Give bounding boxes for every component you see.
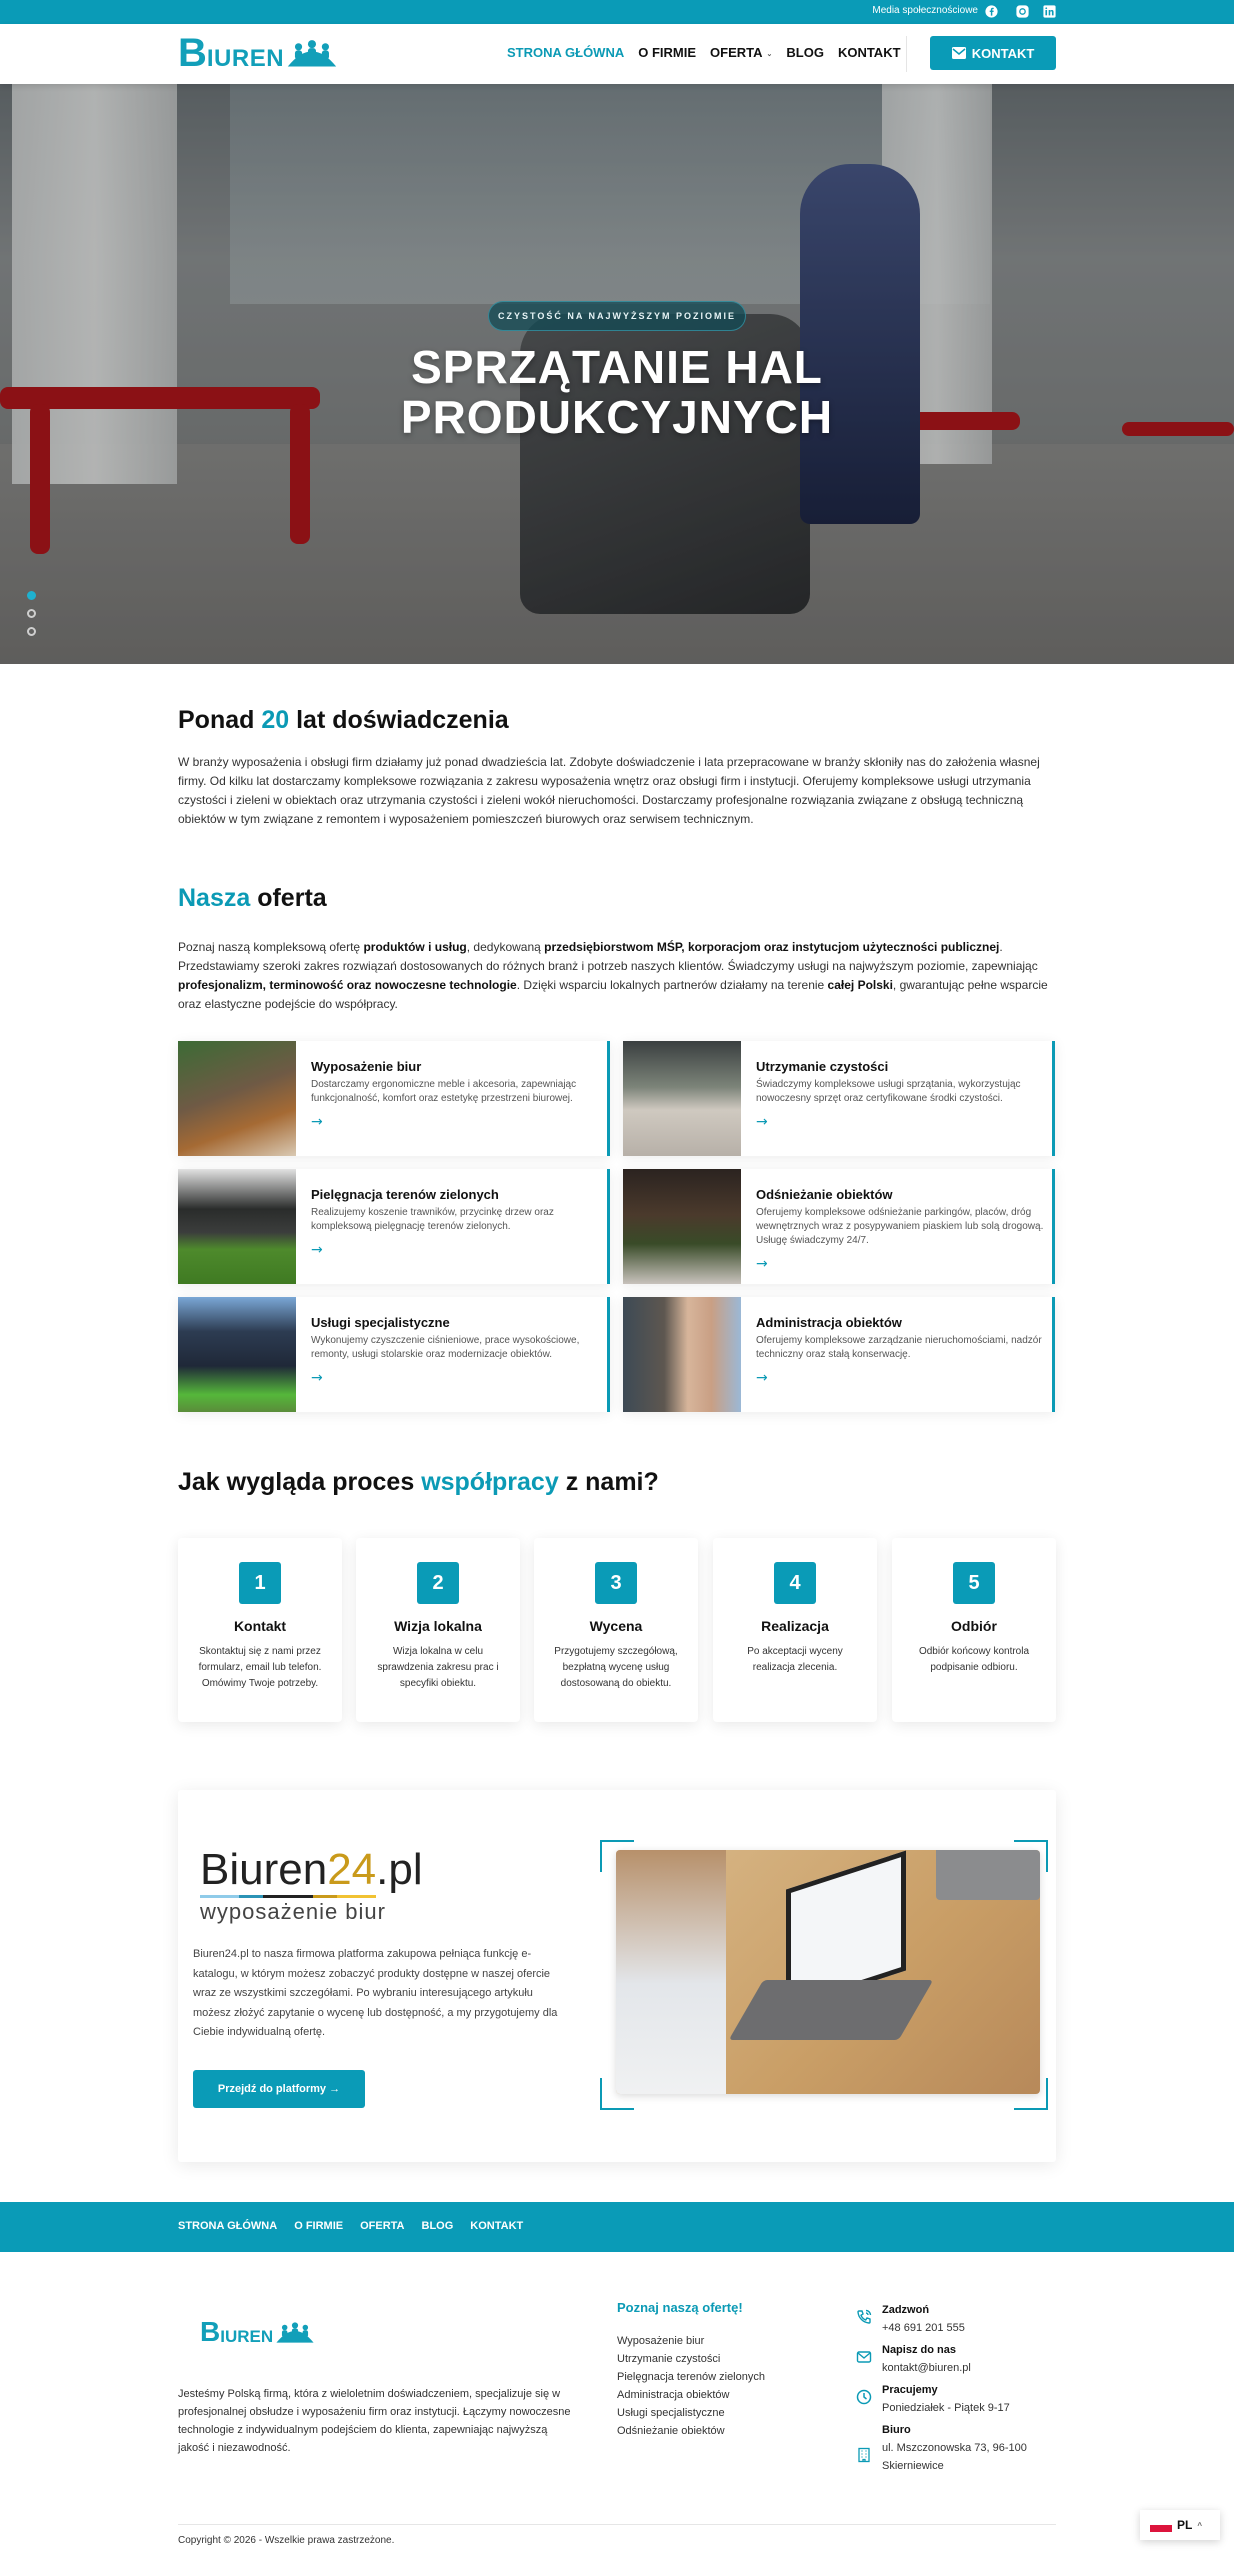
contact-value: ul. Mszczonowska 73, 96-100 Skierniewice — [882, 2442, 1027, 2472]
footer-offer-link[interactable]: Usługi specjalistyczne — [617, 2407, 725, 2419]
contact-email[interactable] — [856, 2341, 1052, 2377]
nav-oferta-label: OFERTA — [710, 45, 763, 60]
contact-value: kontakt@biuren.pl — [882, 2362, 971, 2374]
card-desc: Wykonujemy czyszczenie ciśnieniowe, prace wysokościowe, remonty, usługi stolarskie oraz modernizacje obiektów. — [311, 1335, 580, 1360]
offer-card-administracja[interactable] — [623, 1297, 1055, 1412]
arrow-right-icon[interactable]: → — [311, 1114, 323, 1130]
offer-card-wyposazenie[interactable] — [178, 1041, 610, 1156]
offer-card-uslugi[interactable] — [178, 1297, 610, 1412]
social-topbar — [0, 0, 1234, 24]
process-step-5 — [892, 1538, 1056, 1722]
logo[interactable] — [178, 33, 338, 73]
footer-nav-o-firmie[interactable]: O FIRMIE — [294, 2220, 344, 2232]
card-desc: Świadczymy kompleksowe usługi sprzątania, wykorzystując nowoczesny sprzęt oraz certyfikowane środki czystości. — [756, 1079, 1021, 1104]
card-image — [178, 1297, 296, 1412]
platform-image — [616, 1850, 1040, 2094]
platform-section — [178, 1790, 1056, 2162]
process-step-1 — [178, 1538, 342, 1722]
contact-phone[interactable] — [856, 2301, 1052, 2337]
contact-hours — [856, 2381, 1052, 2417]
poland-flag-icon — [1150, 2518, 1172, 2532]
step-desc: Przygotujemy szczegółową, bezpłatną wycenę usług dostosowaną do obiektu. — [554, 1646, 678, 1689]
language-code: PL — [1177, 2518, 1193, 2532]
footer-offer-title: Poznaj naszą ofertę! — [617, 2300, 743, 2315]
step-title: Realizacja — [761, 1618, 829, 1634]
text: . Dzięki wsparciu lokalnych partnerów działamy na terenie — [516, 978, 828, 992]
slider-dot-1[interactable] — [27, 591, 36, 600]
phone-icon — [856, 2309, 872, 2325]
text: , dedykowaną — [466, 940, 545, 954]
facebook-icon[interactable] — [985, 5, 998, 18]
footer-nav-kontakt[interactable]: KONTAKT — [470, 2220, 524, 2232]
mail-icon — [856, 2349, 872, 2365]
text-bold: całej Polski — [827, 978, 893, 992]
building-icon — [856, 2447, 872, 2463]
step-desc: Wizja lokalna w celu sprawdzenia zakresu prac i specyfiki obiektu. — [377, 1646, 499, 1689]
card-image — [623, 1297, 741, 1412]
logo-subtitle: wyposażenie biur — [200, 1899, 386, 1924]
card-desc: Dostarczamy ergonomiczne meble i akcesoria, zapewniając funkcjonalność, komfort oraz estetykę przestrzeni biurowej. — [311, 1079, 577, 1104]
title-highlight: współpracy — [421, 1468, 559, 1496]
image-other-laptop — [936, 1850, 1040, 1900]
slider-dot-3[interactable] — [27, 627, 36, 636]
chevron-up-icon: ^ — [1197, 2520, 1203, 2530]
slider-dot-2[interactable] — [27, 609, 36, 618]
linkedin-icon[interactable] — [1043, 5, 1056, 18]
arrow-right-icon[interactable]: → — [756, 1114, 768, 1130]
text: . Przedstawiamy szeroki zakres rozwiązań dostosowanych do różnych branż i potrzeb naszych klientów. Świadczymy usługi na najwyższym poziomie, zapewniając — [178, 940, 1038, 973]
process-title — [178, 1468, 659, 1497]
go-to-platform-button[interactable]: Przejdź do platformy → — [193, 2070, 365, 2108]
card-title: Pielęgnacja terenów zielonych — [311, 1187, 499, 1202]
card-title: Wyposażenie biur — [311, 1059, 422, 1074]
title-highlight: Nasza — [178, 884, 251, 912]
clock-icon — [856, 2389, 872, 2405]
hero-title-line: PRODUKCYJNYCH — [400, 391, 834, 443]
offer-text — [178, 938, 1058, 1014]
arrow-right-icon[interactable]: → — [756, 1256, 768, 1272]
instagram-icon[interactable] — [1016, 5, 1029, 18]
offer-card-utrzymanie[interactable] — [623, 1041, 1055, 1156]
logo-text: B — [178, 31, 207, 75]
footer-offer-link[interactable]: Utrzymanie czystości — [617, 2353, 721, 2365]
footer-nav-oferta[interactable]: OFERTA — [360, 2220, 405, 2232]
experience-title — [178, 706, 509, 735]
step-number: 3 — [595, 1562, 637, 1604]
card-title: Administracja obiektów — [756, 1315, 902, 1330]
nav-kontakt[interactable]: KONTAKT — [837, 45, 901, 60]
step-number: 4 — [774, 1562, 816, 1604]
card-desc: Oferujemy kompleksowe odśnieżanie parkingów, placów, dróg wewnętrznych wraz z posypywaniem piaskiem lub solą drogową. Usługę świadczymy 24/7. — [756, 1207, 1044, 1246]
logo-text: IUREN — [206, 45, 285, 72]
people-icon — [275, 2322, 315, 2344]
copyright: Copyright © 2026 - Wszelkie prawa zastrzeżone. — [178, 2535, 395, 2546]
step-title: Kontakt — [233, 1618, 287, 1634]
card-desc: Oferujemy kompleksowe zarządzanie nieruchomościami, nadzór techniczny oraz stałą konserwację. — [756, 1335, 1042, 1360]
logo-text: IUREN — [220, 2327, 274, 2346]
process-step-4 — [713, 1538, 877, 1722]
process-step-2 — [356, 1538, 520, 1722]
people-icon — [286, 38, 338, 70]
title-part: Jak wygląda proces — [178, 1468, 422, 1496]
envelope-icon — [952, 47, 966, 59]
title-highlight: 20 — [261, 706, 290, 734]
slider-dots — [27, 591, 36, 645]
contact-label: Pracujemy — [882, 2384, 938, 2396]
contact-label: Biuro — [882, 2424, 911, 2436]
hero-slider — [0, 84, 1234, 664]
logo-text: Biuren — [200, 1845, 328, 1894]
nav-blog[interactable]: BLOG — [786, 45, 824, 60]
title-part: Ponad — [178, 706, 262, 734]
card-image — [623, 1169, 741, 1284]
contact-value: Poniedziałek - Piątek 9-17 — [882, 2402, 1010, 2414]
footer-offer-link[interactable]: Pielęgnacja terenów zielonych — [617, 2371, 765, 2383]
text: Poznaj naszą kompleksową ofertę — [178, 940, 364, 954]
arrow-right-icon[interactable]: → — [756, 1370, 768, 1386]
step-number: 1 — [239, 1562, 281, 1604]
footer-logo[interactable] — [200, 2318, 315, 2346]
nav-divider — [906, 36, 907, 72]
logo-text: .pl — [376, 1845, 423, 1894]
contact-label: Napisz do nas — [882, 2344, 956, 2356]
hero-title-line: SPRZĄTANIE HAL — [411, 341, 823, 393]
footer-nav-strona-glowna[interactable]: STRONA GŁÓWNA — [178, 2220, 278, 2232]
card-title: Odśnieżanie obiektów — [756, 1187, 893, 1202]
footer-offer-link[interactable]: Wyposażenie biur — [617, 2335, 705, 2347]
footer-divider — [178, 2524, 1056, 2525]
experience-text: W branży wyposażenia i obsługi firm działamy już ponad dwadzieścia lat. Zdobyte doświadczenie i lata przepracowane w branży skłoniły nas do założenia własnej firmy. Od kilku lat dostarczamy kompleksowe rozwiązania z zakresu wyposażenia wnętrz oraz obsługi firm i instytucji. Oferujemy kompleksowe usługi utrzymania czystości i zieleni w obiektach oraz utrzymania czystości i zieleni wokół nieruchomości. Dostarczamy profesjonalne rozwiązania związane z obsługą techniczną obiektów w tym związane z remontem i wyposażeniem pomieszczeń biurowych oraz serwisem technicznym. — [178, 755, 1040, 826]
title-part: z nami? — [558, 1468, 659, 1496]
contact-office — [856, 2421, 1052, 2475]
contact-button[interactable] — [930, 36, 1056, 70]
footer-contact — [856, 2301, 1052, 2479]
footer-nav-blog[interactable]: BLOG — [421, 2220, 454, 2232]
title-part: oferta — [250, 884, 327, 912]
step-desc: Skontaktuj się z nami przez formularz, email lub telefon. Omówimy Twoje potrzeby. — [198, 1646, 322, 1689]
contact-button-label: KONTAKT — [971, 45, 1035, 61]
offer-title — [178, 884, 327, 913]
hero-title — [0, 342, 1234, 442]
chevron-down-icon: ⌄ — [766, 50, 773, 58]
biuren24-logo — [200, 1845, 423, 1925]
step-title: Odbiór — [951, 1618, 997, 1634]
text-bold: profesjonalizm, terminowość oraz nowoczesne technologie — [178, 978, 517, 992]
hero-badge: CZYSTOŚĆ NA NAJWYŻSZYM POZIOMIE — [488, 301, 746, 331]
image-person — [616, 1850, 726, 2094]
footer-offer-list — [617, 2332, 765, 2440]
step-number: 5 — [953, 1562, 995, 1604]
card-image — [178, 1169, 296, 1284]
step-title: Wycena — [589, 1618, 643, 1634]
logo-text: 24 — [327, 1845, 377, 1894]
image-laptop-base — [729, 1980, 934, 2040]
site-header — [0, 24, 1234, 84]
contact-label: Zadzwoń — [882, 2304, 930, 2316]
offer-card-odsniezanie[interactable] — [623, 1169, 1055, 1284]
logo-text: B — [200, 2316, 221, 2347]
text-bold: produktów i usług — [363, 940, 467, 954]
text: , gwarantując pełne wsparcie oraz elastyczne podejście do współpracy. — [178, 978, 1048, 1011]
footer-offer-link[interactable]: Odśnieżanie obiektów — [617, 2425, 725, 2437]
card-title: Usługi specjalistyczne — [311, 1315, 450, 1330]
nav-o-firmie[interactable]: O FIRMIE — [638, 45, 697, 60]
arrow-right-icon[interactable]: → — [311, 1370, 323, 1386]
platform-text: Biuren24.pl to nasza firmowa platforma zakupowa pełniąca funkcję e-katalogu, w którym możesz zobaczyć produkty dostępne w naszej ofercie wraz ze wszystkimi szczegółami. Po wybraniu interesującego artykułu możesz złożyć zapytanie o wycenę lub dostępność, a my przygotujemy dla Ciebie indywidualną ofertę. — [193, 1948, 558, 2038]
offer-card-pielegnacja[interactable] — [178, 1169, 610, 1284]
footer-nav-bar — [0, 2202, 1234, 2252]
main-nav — [507, 45, 901, 60]
logo-colorbar — [200, 1895, 376, 1898]
platform-image-frame — [600, 1840, 1048, 2110]
card-title: Utrzymanie czystości — [756, 1059, 889, 1074]
card-image — [178, 1041, 296, 1156]
card-desc: Realizujemy koszenie trawników, przycinkę drzew oraz kompleksową pielęgnację terenów zielonych. — [311, 1207, 554, 1232]
nav-oferta[interactable] — [710, 45, 772, 60]
language-switcher[interactable] — [1140, 2510, 1220, 2540]
step-desc: Po akceptacji wyceny realizacja zlecenia. — [747, 1646, 843, 1673]
step-desc: Odbiór końcowy kontrola podpisanie odbioru. — [918, 1646, 1030, 1673]
arrow-right-icon[interactable]: → — [311, 1242, 323, 1258]
contact-value: +48 691 201 555 — [882, 2322, 965, 2334]
card-image — [623, 1041, 741, 1156]
step-title: Wizja lokalna — [394, 1618, 482, 1634]
footer-about-text: Jesteśmy Polską firmą, która z wieloletnim doświadczeniem, specjalizuje się w profesjonalnej obsłudze i wyposażeniu firm oraz instytucji. Łączymy nowoczesne technologie z indywidualnym podejściem do klienta, zapewniając najwyższą jakość i niezawodność. — [178, 2388, 571, 2454]
text-bold: przedsiębiorstwom MŚP, korporacjom oraz instytucjom użyteczności publicznej — [544, 940, 1000, 954]
step-number: 2 — [417, 1562, 459, 1604]
title-part: lat doświadczenia — [289, 706, 509, 734]
process-step-3 — [534, 1538, 698, 1722]
nav-strona-glowna[interactable]: STRONA GŁÓWNA — [507, 45, 625, 60]
social-label: Media społecznościowe — [872, 5, 978, 16]
footer-offer-link[interactable]: Administracja obiektów — [617, 2389, 730, 2401]
